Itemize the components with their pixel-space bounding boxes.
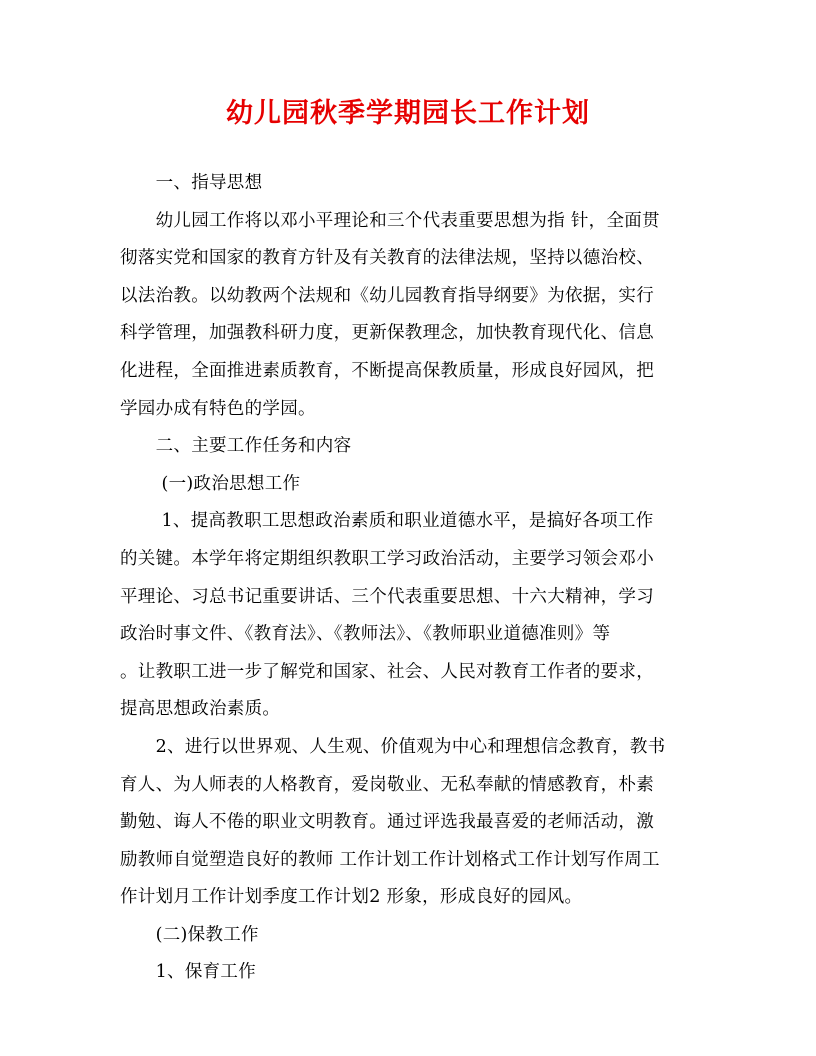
paragraph-line: 科学管理，加强教科研力度，更新保教理念，加快教育现代化、信息: [120, 323, 654, 344]
paragraph-line: 以法治教。以幼教两个法规和《幼儿园教育指导纲要》为依据，实行: [120, 285, 654, 306]
paragraph-line: 幼儿园工作将以邓小平理论和三个代表重要思想为指 针，全面贯: [120, 210, 660, 231]
paragraph-line: 。让教职工进一步了解党和国家、社会、人民对教育工作者的要求，: [120, 661, 654, 682]
paragraph-line: 提高思想政治素质。: [120, 699, 281, 720]
paragraph-line: 1、提高教职工思想政治素质和职业道德水平，是搞好各项工作: [120, 511, 654, 532]
heading-guiding-thought: 一、指导思想: [120, 173, 263, 193]
paragraph-line: 化进程，全面推进素质教育，不断提高保教质量，形成良好园风，把: [120, 360, 654, 381]
paragraph-line: 政治时事文件、《教育法》、《教师法》、《教师职业道德准则》等: [120, 624, 611, 645]
heading-main-tasks: 二、主要工作任务和内容: [120, 436, 352, 457]
paragraph-line: 作计划月工作计划季度工作计划2 形象，形成良好的园风。: [120, 887, 583, 908]
paragraph-line: 的关键。本学年将定期组织教职工学习政治活动，主要学习领会邓小: [120, 548, 654, 569]
subheading-childcare: 1、保育工作: [120, 962, 257, 983]
subheading-political-work: (一)政治思想工作: [120, 473, 301, 494]
paragraph-line: 彻落实党和国家的教育方针及有关教育的法律法规，坚持以德治校、: [120, 248, 654, 269]
paragraph-line: 学园办成有特色的学园。: [120, 398, 316, 419]
paragraph-line: 育人、为人师表的人格教育，爱岗敬业、无私奉献的情感教育，朴素: [120, 774, 654, 795]
paragraph-line: 平理论、习总书记重要讲话、三个代表重要思想、十六大精神，学习: [120, 586, 654, 607]
paragraph-line: 2、进行以世界观、人生观、价值观为中心和理想信念教育，教书: [120, 736, 666, 757]
subheading-care-education: (二)保教工作: [120, 924, 259, 945]
paragraph-line: 励教师自觉塑造良好的教师 工作计划工作计划格式工作计划写作周工: [120, 849, 660, 870]
document-title: 幼儿园秋季学期园长工作计划: [226, 98, 590, 129]
paragraph-line: 勤勉、诲人不倦的职业文明教育。通过评选我最喜爱的老师活动，激: [120, 812, 654, 833]
document-body: [120, 165, 695, 992]
